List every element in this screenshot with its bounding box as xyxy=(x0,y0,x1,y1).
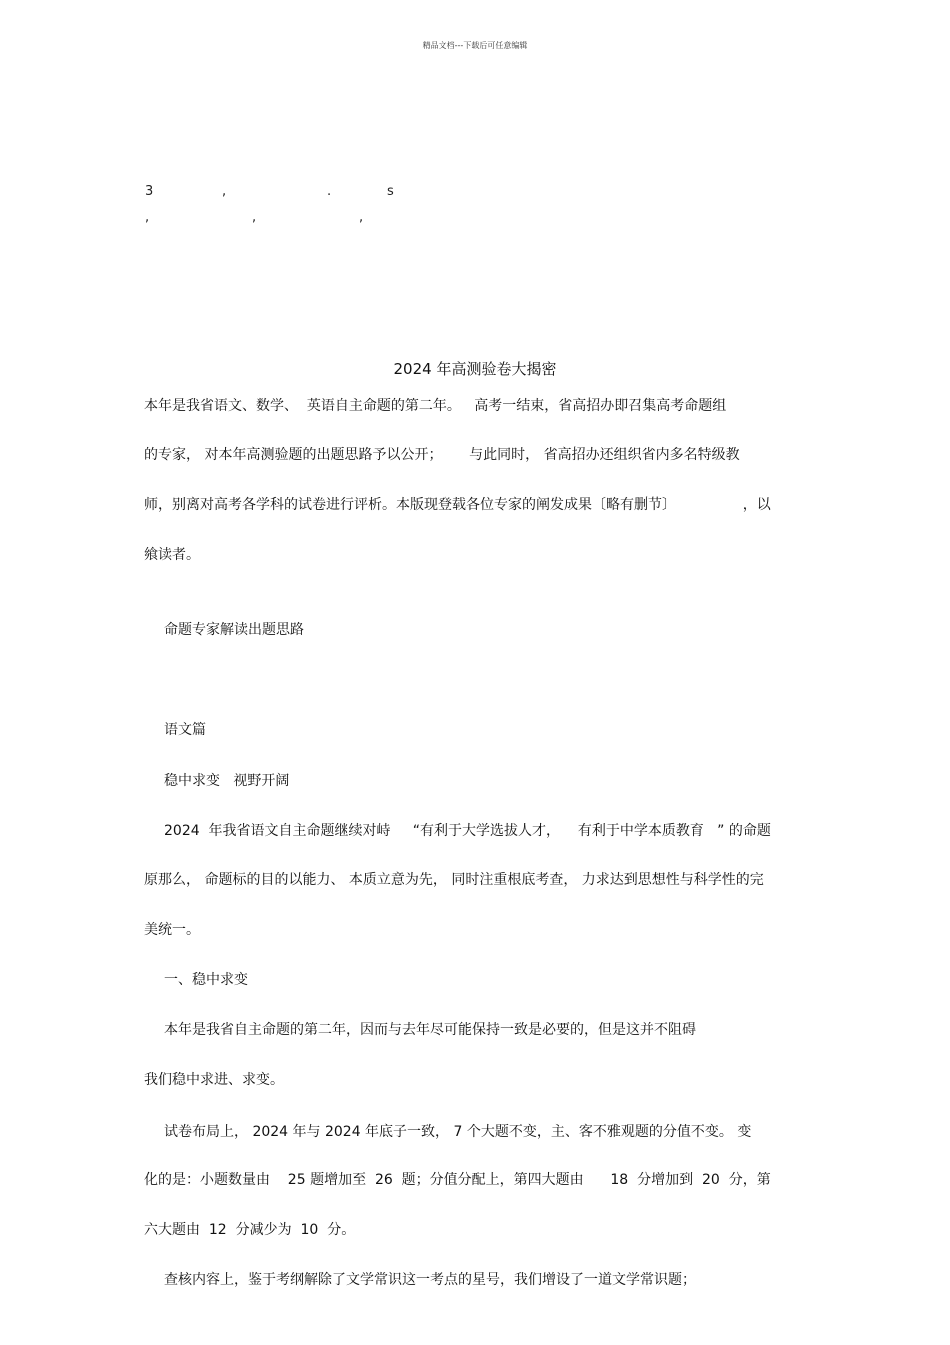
stray-fragment: s xyxy=(387,184,394,199)
body-heading: 一、稳中求变 xyxy=(164,972,248,988)
body-line: 六大题由 12 分减少为 10 分。 xyxy=(144,1222,356,1238)
intro-line: 师，别离对高考各学科的试卷进行评析。本版现登载各位专家的阐发成果〔略有删节〕 ，以 xyxy=(144,497,771,513)
stray-fragment: . xyxy=(327,184,332,199)
intro-line: 飨读者。 xyxy=(144,547,200,563)
stray-fragment: 3 xyxy=(145,184,154,199)
stray-fragment: , xyxy=(222,184,227,199)
subject-heading: 语文篇 xyxy=(164,722,206,738)
intro-line: 的专家， 对本年高测验题的出题思路予以公开； 与此同时， 省高招办还组织省内多名特级教 xyxy=(144,447,740,463)
document-title: 2024 年高测验卷大揭密 xyxy=(393,360,557,378)
body-line: 查核内容上，鉴于考纲解除了文学常识这一考点的星号，我们增设了一道文学常识题； xyxy=(164,1272,696,1288)
stray-fragment: , xyxy=(252,210,257,225)
page-header-note: 精品文档---下载后可任意编辑 xyxy=(422,41,528,50)
intro-line: 本年是我省语文、数学、 英语自主命题的第二年。 高考一结束，省高招办即召集高考命题组 xyxy=(144,398,727,414)
body-line: 2024 年我省语文自主命题继续对峙 “有利于大学选拔人才， 有利于中学本质教育 ” 的命题 xyxy=(164,823,771,839)
body-line: 原那么， 命题标的目的以能力、 本质立意为先， 同时注重根底考查， 力求达到思想性与科学性的完 xyxy=(144,872,764,888)
body-line: 试卷布局上， 2024 年与 2024 年底子一致， 7 个大题不变，主、客不雅观题的分值不变。 变 xyxy=(164,1124,752,1140)
body-line: 本年是我省自主命题的第二年，因而与去年尽可能保持一致是必要的，但是这并不阻碍 xyxy=(164,1022,696,1038)
stray-fragment: , xyxy=(145,210,150,225)
stray-fragment: , xyxy=(359,210,364,225)
body-line: 我们稳中求进、求变。 xyxy=(144,1072,284,1088)
subtitle: 稳中求变 视野开阔 xyxy=(164,773,290,789)
body-line: 化的是：小题数量由 25 题增加至 26 题；分值分配上，第四大题由 18 分增加到 20 分，第 xyxy=(144,1172,771,1188)
body-line: 美统一。 xyxy=(144,922,200,938)
section-heading: 命题专家解读出题思路 xyxy=(164,622,304,638)
